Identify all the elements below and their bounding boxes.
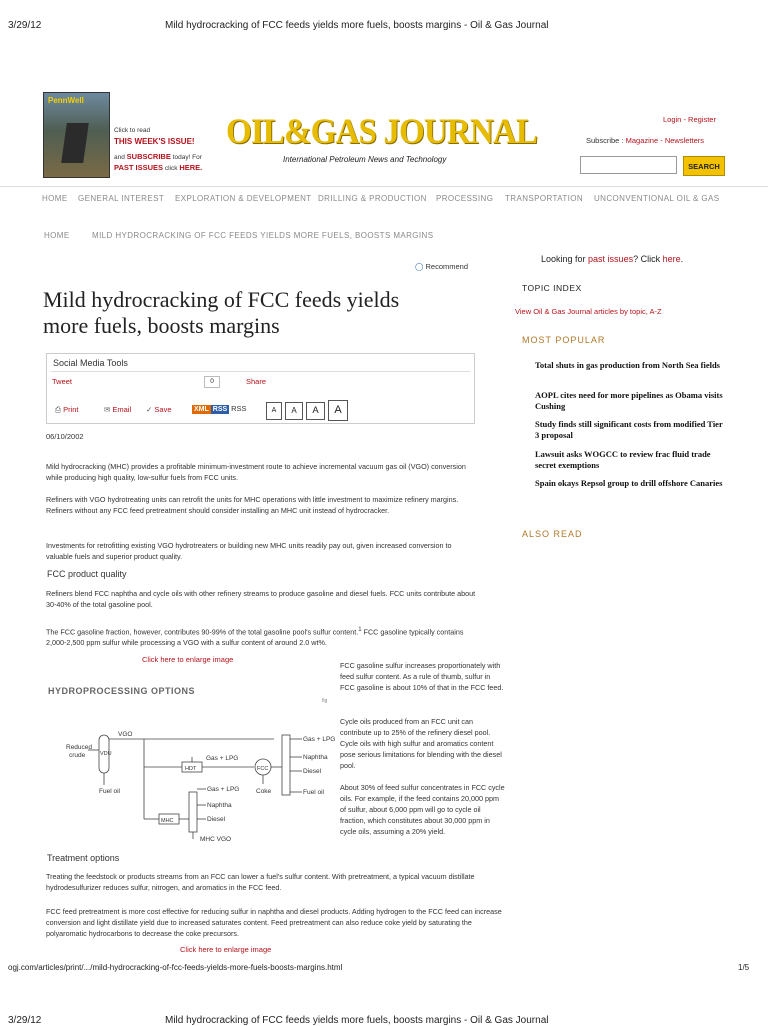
label-diesel-low: Diesel bbox=[207, 816, 226, 823]
label-fcc: FCC bbox=[257, 766, 269, 772]
rss-badge: RSS bbox=[212, 406, 228, 413]
separator: - bbox=[658, 136, 665, 145]
login-link[interactable]: Login bbox=[663, 115, 682, 124]
nav-exploration-development[interactable]: EXPLORATION & DEVELOPMENT bbox=[175, 194, 312, 203]
magazine-link[interactable]: Magazine bbox=[625, 136, 659, 145]
hydroprocessing-figure[interactable] bbox=[44, 677, 336, 845]
also-read-heading: ALSO READ bbox=[522, 529, 583, 539]
this-weeks-issue-link[interactable]: THIS WEEK'S ISSUE! bbox=[114, 137, 195, 146]
share-button[interactable]: Share bbox=[246, 377, 267, 386]
figure-title: HYDROPROCESSING OPTIONS bbox=[48, 686, 196, 696]
fcc-fractionator bbox=[282, 735, 290, 795]
recommend-label: Recommend bbox=[425, 262, 469, 271]
nav-general-interest[interactable]: GENERAL INTEREST bbox=[78, 194, 165, 203]
email-button[interactable] bbox=[104, 405, 131, 414]
popular-item-5[interactable]: Spain okays Repsol group to drill offshore Canaries bbox=[535, 478, 723, 488]
enlarge-image-link-2[interactable]: Click here to enlarge image bbox=[180, 945, 272, 954]
label-gas-lpg-top: Gas + LPG bbox=[303, 736, 336, 743]
recommend-button[interactable] bbox=[415, 262, 468, 271]
label-vgo: VGO bbox=[118, 731, 133, 738]
label-naphtha-top: Naphtha bbox=[303, 754, 328, 761]
xml-badge: XML bbox=[194, 406, 209, 413]
subscribe-link[interactable]: SUBSCRIBE bbox=[126, 152, 171, 161]
envelope-icon: ✉ bbox=[104, 405, 111, 414]
subscribe-links bbox=[586, 136, 704, 145]
popular-item-2[interactable]: AOPL cites need for more pipelines as Obama visits Cushing bbox=[535, 390, 723, 411]
font-size-small-button[interactable]: A bbox=[285, 402, 303, 420]
popular-item-4[interactable]: Lawsuit asks WOGCC to review frac fluid trade secret exemptions bbox=[535, 449, 711, 470]
article-title-line-1: Mild hydrocracking of FCC feeds yields bbox=[43, 287, 400, 312]
footnote-1[interactable]: 1 bbox=[358, 627, 362, 633]
social-tools-divider bbox=[51, 371, 470, 372]
paragraph-7: Cycle oils produced from an FCC unit can contribute up to 25% of the refinery diesel pool. Cycle oils with high sulfur and aromatics content pose serious limitations for blending with the diesel pool. bbox=[340, 717, 502, 770]
recommend-icon: ◯ bbox=[415, 262, 424, 271]
label-diesel-top: Diesel bbox=[303, 768, 322, 775]
paragraph-10: FCC feed pretreatment is more cost effective for reducing sulfur in naphtha and diesel products. Adding hydrogen to the FCC feed can increase conversion and light distillate yield due to increased saturates content. Feed pretreatment can also reduce coke yield by saturating the polyaromatic hydrocarbons to decrease the coke precursors. bbox=[46, 907, 502, 938]
label-fuel-oil-1: Fuel oil bbox=[99, 788, 120, 795]
nav-drilling-production[interactable]: DRILLING & PRODUCTION bbox=[318, 194, 427, 203]
paragraph-9: Treating the feedstock or products streams from an FCC can lower a fuel's sulfur content. With pretreatment, a typical vacuum distillate hydrodesulfurizer reduces sulfur, nitrogen, and aromatics in the FCC feed. bbox=[46, 872, 475, 892]
save-button[interactable] bbox=[146, 405, 172, 414]
email-label: Email bbox=[112, 405, 132, 414]
label-hdt: HDT bbox=[185, 766, 197, 772]
mhc-fractionator bbox=[189, 792, 197, 832]
label-fuel-oil-2: Fuel oil bbox=[303, 789, 324, 796]
figure-fig-label: fig bbox=[322, 698, 328, 704]
paragraph-6: FCC gasoline sulfur increases proportionately with feed sulfur content. As a rule of thumb, sulfur in FCC gasoline is about 10% of that in the FCC feed. bbox=[340, 661, 504, 692]
tweet-count: 0 bbox=[204, 376, 220, 388]
nav-processing[interactable]: PROCESSING bbox=[436, 194, 494, 203]
nav-home[interactable]: HOME bbox=[42, 194, 68, 203]
breadcrumb-home[interactable]: HOME bbox=[44, 231, 70, 240]
tweet-button[interactable]: Tweet bbox=[52, 377, 73, 386]
paragraph-5 bbox=[46, 625, 478, 648]
click-text: click bbox=[164, 165, 178, 172]
search-input[interactable] bbox=[580, 156, 677, 174]
print-button[interactable] bbox=[55, 405, 79, 415]
social-tools-title: Social Media Tools bbox=[53, 358, 128, 368]
rss-label: RSS bbox=[231, 404, 247, 413]
cover-logo: PennWell bbox=[48, 96, 84, 105]
breadcrumb-current: MILD HYDROCRACKING OF FCC FEEDS YIELDS MORE FUELS, BOOSTS MARGINS bbox=[92, 231, 434, 240]
today-for-text: today! For bbox=[172, 154, 202, 161]
paragraph-2: Refiners with VGO hydrotreating units can retrofit the units for MHC operations with little investment to maximize refinery margins. Refiners without any FCC feed pretreatment should consider installing an MHC unit instead of hydrocracker. bbox=[46, 495, 459, 515]
account-links bbox=[663, 115, 716, 124]
paragraph-1: Mild hydrocracking (MHC) provides a profitable minimum-investment route to achieve incremental vacuum gas oil (VGO) conversion while producing high quality, low-sulfur fuels from FCC units. bbox=[46, 462, 466, 482]
topic-index-link[interactable]: View Oil & Gas Journal articles by topic, A-Z bbox=[515, 307, 662, 316]
newsletters-link[interactable]: Newsletters bbox=[664, 136, 705, 145]
cover-image bbox=[61, 123, 89, 163]
past-issues-line bbox=[114, 163, 202, 172]
popular-item-3[interactable]: Study finds still significant costs from modified Tier 3 proposal bbox=[535, 419, 723, 440]
label-coke: Coke bbox=[256, 788, 272, 795]
label-gas-lpg-low: Gas + LPG bbox=[207, 786, 240, 793]
print-footer-url: ogj.com/articles/print/.../mild-hydrocracking-of-fcc-feeds-yields-more-fuels-boosts-margins.html bbox=[8, 963, 343, 972]
site-logo[interactable]: OIL&GAS JOURNAL bbox=[226, 111, 538, 151]
popular-item-1[interactable]: Total shuts in gas production from North Sea fields bbox=[535, 360, 720, 370]
print-label: Print bbox=[63, 405, 79, 414]
sidebar-click-text: ? Click bbox=[633, 254, 661, 264]
past-issues-link[interactable]: PAST ISSUES bbox=[114, 163, 164, 172]
article-date: 06/10/2002 bbox=[46, 432, 84, 441]
enlarge-image-link-1[interactable]: Click here to enlarge image bbox=[142, 655, 234, 664]
printer-icon: ⎙ bbox=[55, 405, 61, 414]
label-naphtha-low: Naphtha bbox=[207, 802, 232, 809]
label-mhc: MHC bbox=[161, 818, 174, 824]
paragraph-5-a: The FCC gasoline fraction, however, contributes 90-99% of the total gasoline pool's sulfur content. bbox=[46, 627, 359, 637]
paragraph-8: About 30% of feed sulfur concentrates in FCC cycle oils. For example, if the feed contains 20,000 ppm of sulfur, about 6,000 ppm will go to cycle oil fraction, which constitutes about 30,000 ppm in cycle oils, assuming a 20% yield. bbox=[340, 783, 505, 836]
label-gas-lpg-mid: Gas + LPG bbox=[206, 755, 239, 762]
hydroprocessing-diagram bbox=[44, 677, 336, 845]
label-vdu: VDU bbox=[100, 751, 112, 757]
paragraph-4: Refiners blend FCC naphtha and cycle oils with other refinery streams to produce gasoline and diesel fuels. FCC units contribute about 30-40% of the total gasoline pool. bbox=[46, 589, 476, 609]
magazine-cover-thumbnail[interactable] bbox=[43, 92, 110, 178]
most-popular-heading: MOST POPULAR bbox=[522, 335, 606, 345]
print-page-number: 1/5 bbox=[738, 963, 750, 972]
save-icon: ✓ bbox=[146, 405, 153, 414]
separator: - bbox=[681, 115, 689, 124]
sidebar-past-issues-link[interactable]: past issues bbox=[588, 254, 634, 264]
paragraph-5-b: FCC gasoline typically contains 2,000-2,500 ppm sulfur while processing a VGO with a sulfur content of around 2.0 wt%. bbox=[46, 627, 464, 648]
nav-divider-top bbox=[0, 186, 768, 187]
site-tagline: International Petroleum News and Technology bbox=[283, 155, 447, 164]
print-date: 3/29/12 bbox=[8, 20, 42, 31]
font-size-smallest-button[interactable]: A bbox=[266, 402, 282, 420]
label-reduced-crude-2: crude bbox=[69, 752, 86, 759]
click-to-read-text: Click to read bbox=[114, 127, 151, 134]
print-title-2: Mild hydrocracking of FCC feeds yields more fuels, boosts margins - Oil & Gas Journal bbox=[165, 1015, 549, 1026]
sidebar-here-link[interactable]: here bbox=[662, 254, 681, 264]
rss-feed-link[interactable] bbox=[192, 404, 247, 413]
sidebar-period: . bbox=[680, 254, 684, 264]
print-title: Mild hydrocracking of FCC feeds yields more fuels, boosts margins - Oil & Gas Journal bbox=[165, 20, 549, 31]
save-label: Save bbox=[154, 405, 172, 414]
article-title-line-2: more fuels, boosts margins bbox=[43, 313, 280, 338]
label-reduced-crude-1: Reduced bbox=[66, 744, 93, 751]
font-size-largest-button[interactable]: A bbox=[328, 400, 348, 421]
font-size-large-button[interactable]: A bbox=[306, 402, 325, 420]
heading-treatment-options: Treatment options bbox=[47, 853, 120, 863]
register-link[interactable]: Register bbox=[688, 115, 716, 124]
search-button[interactable]: SEARCH bbox=[683, 156, 725, 176]
label-mhc-vgo: MHC VGO bbox=[200, 836, 232, 843]
looking-for-text: Looking for bbox=[541, 254, 586, 264]
subscribe-label: Subscribe : bbox=[586, 136, 624, 145]
past-issues-prompt bbox=[541, 254, 683, 264]
paragraph-3: Investments for retrofitting existing VGO hydrotreaters or building new MHC units readily pay out, given increased conversion to valuable fuels and superior product quality. bbox=[46, 541, 452, 561]
nav-unconventional-oil-gas[interactable]: UNCONVENTIONAL OIL & GAS bbox=[594, 194, 720, 203]
and-text: and bbox=[114, 154, 125, 161]
here-link[interactable]: HERE. bbox=[179, 163, 203, 172]
heading-fcc-product-quality: FCC product quality bbox=[47, 569, 127, 579]
print-date-2: 3/29/12 bbox=[8, 1015, 42, 1026]
nav-transportation[interactable]: TRANSPORTATION bbox=[505, 194, 584, 203]
article-title bbox=[43, 287, 399, 339]
subscribe-line bbox=[114, 152, 202, 161]
topic-index-heading: TOPIC INDEX bbox=[522, 283, 582, 293]
